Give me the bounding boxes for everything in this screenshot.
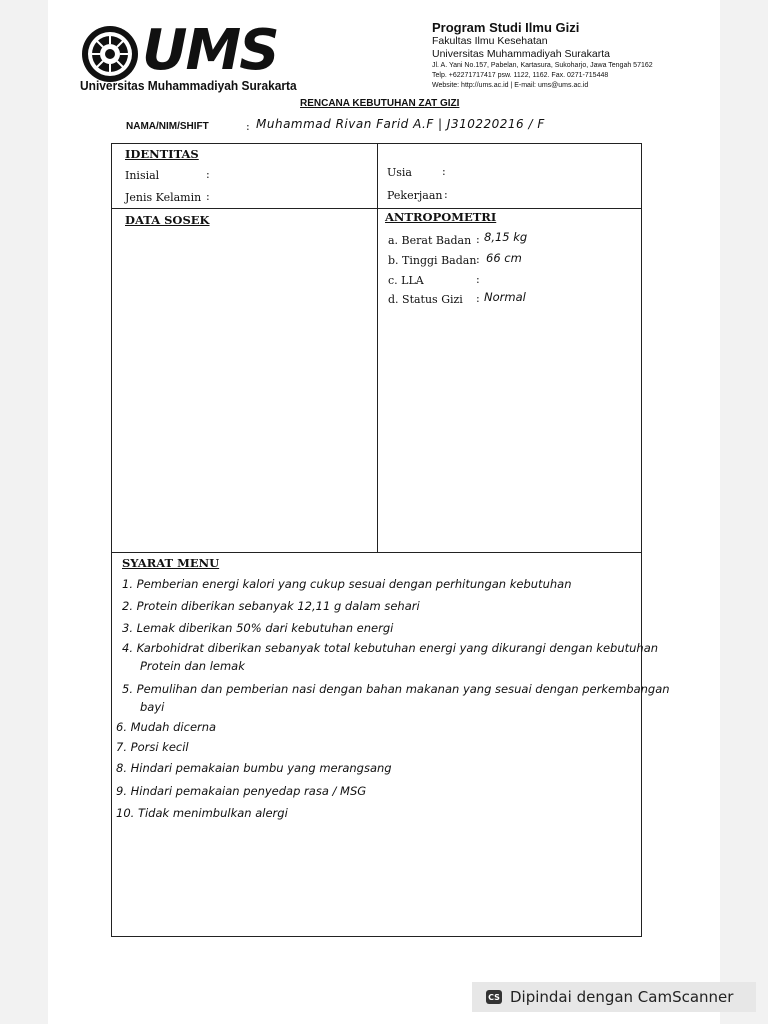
syarat-item: 8. Hindari pemakaian bumbu yang merangsang [116, 761, 392, 775]
status-gizi-label: d. Status Gizi [388, 293, 463, 306]
jenis-kelamin-label: Jenis Kelamin [125, 191, 202, 204]
name-value: Muhammad Rivan Farid A.F | J310220216 / F [256, 117, 545, 131]
syarat-item: 6. Mudah dicerna [116, 720, 217, 734]
form-grid [111, 143, 670, 937]
syarat-item: 4. Karbohidrat diberikan sebanyak total kebutuhan energi yang dikurangi dengan kebutuhan [122, 641, 659, 655]
inisial-colon: : [206, 168, 210, 181]
antropometri-title: ANTROPOMETRI [385, 210, 497, 224]
program-name: Program Studi Ilmu Gizi [432, 20, 580, 35]
syarat-item: 2. Protein diberikan sebanyak 12,11 g dalam sehari [122, 599, 420, 613]
status-gizi-value: Normal [484, 290, 526, 304]
tinggi-badan-value: 66 cm [486, 251, 522, 265]
tinggi-badan-label: b. Tinggi Badan [388, 254, 477, 267]
berat-badan-label: a. Berat Badan [388, 234, 472, 247]
website: Website: http://ums.ac.id | E-mail: ums@ums.ac.id [432, 82, 589, 89]
data-sosek-title: DATA SOSEK [125, 213, 210, 227]
camscanner-watermark [472, 982, 756, 1012]
usia-colon: : [442, 165, 446, 178]
camscanner-text: Dipindai dengan CamScanner [510, 988, 734, 1006]
camscanner-icon: CS [486, 990, 502, 1004]
syarat-item: 1. Pemberian energi kalori yang cukup sesuai dengan perhitungan kebutuhan [122, 577, 572, 591]
inisial-label: Inisial [125, 169, 160, 182]
divider-column [377, 144, 378, 552]
name-label: NAMA/NIM/SHIFT [126, 121, 209, 132]
address: Jl. A. Yani No.157, Pabelan, Kartasura, Sukoharjo, Jawa Tengah 57162 [432, 62, 653, 69]
syarat-item: Protein dan lemak [140, 659, 245, 673]
pekerjaan-label: Pekerjaan [387, 189, 443, 202]
institution-info [432, 20, 653, 91]
divider-row-2 [112, 552, 641, 553]
lla-colon: : [476, 273, 480, 286]
syarat-item: 5. Pemulihan dan pemberian nasi dengan bahan makanan yang sesuai dengan perkembangan [122, 682, 670, 696]
lla-label: c. LLA [388, 274, 424, 287]
university-line: Universitas Muhammadiyah Surakarta [432, 48, 610, 60]
status-gizi-colon: : [476, 292, 480, 305]
ums-logo-text: UMS [142, 18, 278, 83]
syarat-item: 10. Tidak menimbulkan alergi [116, 806, 288, 820]
pekerjaan-colon: : [444, 188, 448, 201]
jenis-kelamin-colon: : [206, 190, 210, 203]
syarat-item: 9. Hindari pemakaian penyedap rasa / MSG [116, 784, 367, 798]
identitas-title: IDENTITAS [125, 147, 199, 161]
name-colon: : [246, 120, 250, 133]
syarat-item: 7. Porsi kecil [116, 740, 189, 754]
faculty-name: Fakultas Ilmu Kesehatan [432, 35, 548, 47]
syarat-item: 3. Lemak diberikan 50% dari kebutuhan energi [122, 621, 394, 635]
usia-label: Usia [387, 166, 412, 179]
phone: Telp. +62271717417 psw. 1122, 1162. Fax. 0271-715448 [432, 72, 609, 79]
berat-badan-value: 8,15 kg [484, 230, 528, 244]
berat-badan-colon: : [476, 233, 480, 246]
document-title: RENCANA KEBUTUHAN ZAT GIZI [300, 98, 460, 109]
university-name: Universitas Muhammadiyah Surakarta [80, 78, 297, 93]
syarat-item: bayi [140, 700, 165, 714]
syarat-menu-title: SYARAT MENU [122, 556, 220, 570]
ums-seal-icon [80, 24, 140, 84]
tinggi-badan-colon: : [476, 253, 480, 266]
